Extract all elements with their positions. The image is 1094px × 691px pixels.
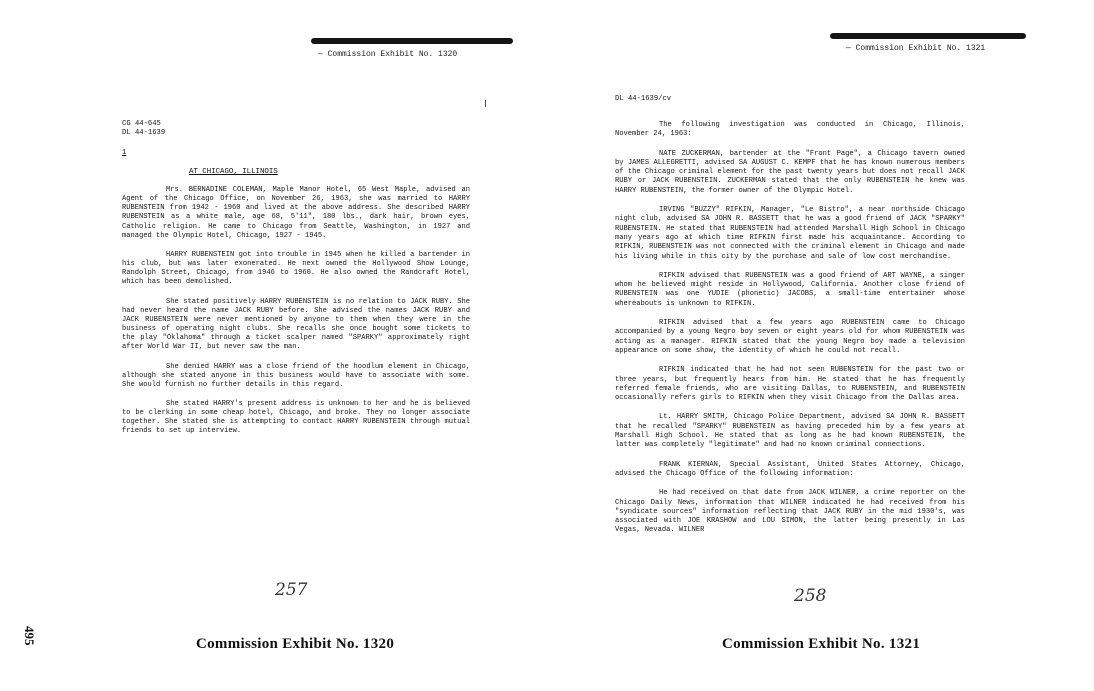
- left-header-rule: [311, 38, 513, 44]
- right-paragraph: NATE ZUCKERMAN, bartender at the "Front Page", a Chicago tavern owned by JAMES ALLEGRETTI, advised SA AUGUST C. KEMPF that he has known numerous members of the Chicago criminal element for the past twenty years but does not recall JACK RUBY or JACK RUBENSTEIN. ZUCKERMAN stated that the only RUBENSTEIN he knew was HARRY RUBENSTEIN, the former owner of the Olympic Hotel.: [615, 149, 965, 195]
- right-handwritten-page-number: 258: [794, 586, 827, 606]
- right-body-text: [615, 121, 965, 536]
- left-file-ref-cg: CG 44-645: [122, 120, 161, 128]
- right-paragraph: IRVING "BUZZY" RIFKIN, Manager, "Le Bistro", a near northside Chicago night club, advised SA JOHN R. BASSETT that he was a good friend of JACK "SPARKY" RUBENSTEIN. He stated that RUBENSTEIN had attended Marshall High School in Chicago many years ago at which time RIFKIN first made his acquaintance. According to RIFKIN, RUBENSTEIN was not connected with the criminal element in Chicago and made his living while in this city by the purchase and sale of low cost merchandise.: [615, 206, 965, 261]
- left-paragraph: She stated positively HARRY RUBENSTEIN is no relation to JACK RUBY. She had never heard the name JACK RUBY before. She advised the names JACK RUBY and JACK RUBENSTEIN were never mentioned by anyone to them when they were in the business of operating night clubs. She recalls she once bought some tickets to the play "Oklahoma" through a ticket scalper named "SPARKY" approximately right after World War II, but never saw the man.: [122, 297, 470, 352]
- right-paragraph: RIFKIN advised that a few years ago RUBENSTEIN came to Chicago accompanied by a young Negro boy seven or eight years old for whom RUBENSTEIN was acting as a manager. RIFKIN stated that the young Negro boy made a television appearance on some show, the identity of which he could not recall.: [615, 319, 965, 355]
- right-paragraph: The following investigation was conducted in Chicago, Illinois, November 24, 1963:: [615, 121, 965, 139]
- left-paragraph: HARRY RUBENSTEIN got into trouble in 1945 when he killed a bartender in his club, but was later exonerated. He next owned the Hollywood Show Lounge, Randolph Street, Chicago, from 1946 to 1960. He also owned the Randcraft Hotel, which has been demolished.: [122, 250, 470, 287]
- left-handwritten-page-number: 257: [275, 580, 308, 600]
- left-side-page-number: 495: [22, 626, 37, 646]
- right-paragraph: Lt. HARRY SMITH, Chicago Police Department, advised SA JOHN R. BASSETT that he recalled "SPARKY" RUBENSTEIN as having preceded him by a few years at Marshall High School. He stated that as long as he had known RUBENSTEIN, the latter was completely "legitimate" and had no known criminal connections.: [615, 413, 965, 450]
- left-paragraph: She stated HARRY's present address is unknown to her and he is believed to be clerking in some cheap hotel, Chicago, and broke. They no longer associate together. She stated she is attempting to contact HARRY RUBENSTEIN through mutual friends to set up interview.: [122, 399, 470, 436]
- right-exhibit-footer: Commission Exhibit No. 1321: [722, 636, 921, 652]
- right-paragraph: RIFKIN advised that RUBENSTEIN was a good friend of ART WAYNE, a singer whom he believed might reside in Hollywood, California. Another close friend of RUBENSTEIN was one YUDIE (phonetic) JACOBS, a small-time entertainer whose whereabouts is unknown to RIFKIN.: [615, 271, 965, 308]
- right-paragraph: He had received on that date from JACK WILNER, a crime reporter on the Chicago Daily News, information that WILNER indicated he had received from his "syndicate sources" information reflecting that JACK RUBY in the mid 1930's, was associated with JOE KRASHOW and LOU SIMON, the latter being presently in Las Vegas, Nevada. WILNER: [615, 489, 965, 535]
- left-exhibit-header: — Commission Exhibit No. 1320: [318, 50, 458, 59]
- right-file-ref: DL 44-1639/cv: [615, 95, 672, 103]
- left-page-marker: 1: [122, 149, 127, 157]
- right-header-rule: [830, 33, 1026, 39]
- right-paragraph: RIFKIN indicated that he had not seen RUBENSTEIN for the past two or three years, but frequently hears from him. He stated that he has frequently referred female friends, who are visiting Dallas, to RUBENSTEIN, and RUBENSTEIN occasionally refers girls to RIFKIN when they visit Chicago from the Dallas area.: [615, 366, 965, 403]
- left-file-ref-dl: DL 44-1639: [122, 129, 166, 137]
- right-paragraph: FRANK KIERNAN, Special Assistant, United States Attorney, Chicago, advised the Chicago Office of the following information:: [615, 460, 965, 478]
- left-margin-tick: [485, 100, 486, 107]
- left-paragraph: She denied HARRY was a close friend of the hoodlum element in Chicago, although she stated anyone in this business would have to associate with some. She would furnish no further details in this regard.: [122, 362, 470, 389]
- left-section-heading: AT CHICAGO, ILLINOIS: [189, 168, 278, 176]
- left-paragraph: Mrs. BERNADINE COLEMAN, Maple Manor Hotel, 65 West Maple, advised an Agent of the Chicago Office, on November 26, 1963, she was married to HARRY RUBENSTEIN from 1942 - 1960 and lived at the above address. She described HARRY RUBENSTEIN as a white male, age 68, 5'11", 180 lbs., dark hair, brown eyes, Catholic religion. He came to Chicago from Seattle, Washington, in 1927 and managed the Olympic Hotel, Chicago, 1927 - 1945.: [122, 186, 470, 240]
- left-body-text: [122, 186, 470, 447]
- left-exhibit-footer: Commission Exhibit No. 1320: [196, 636, 395, 652]
- right-exhibit-header: — Commission Exhibit No. 1321: [846, 44, 986, 53]
